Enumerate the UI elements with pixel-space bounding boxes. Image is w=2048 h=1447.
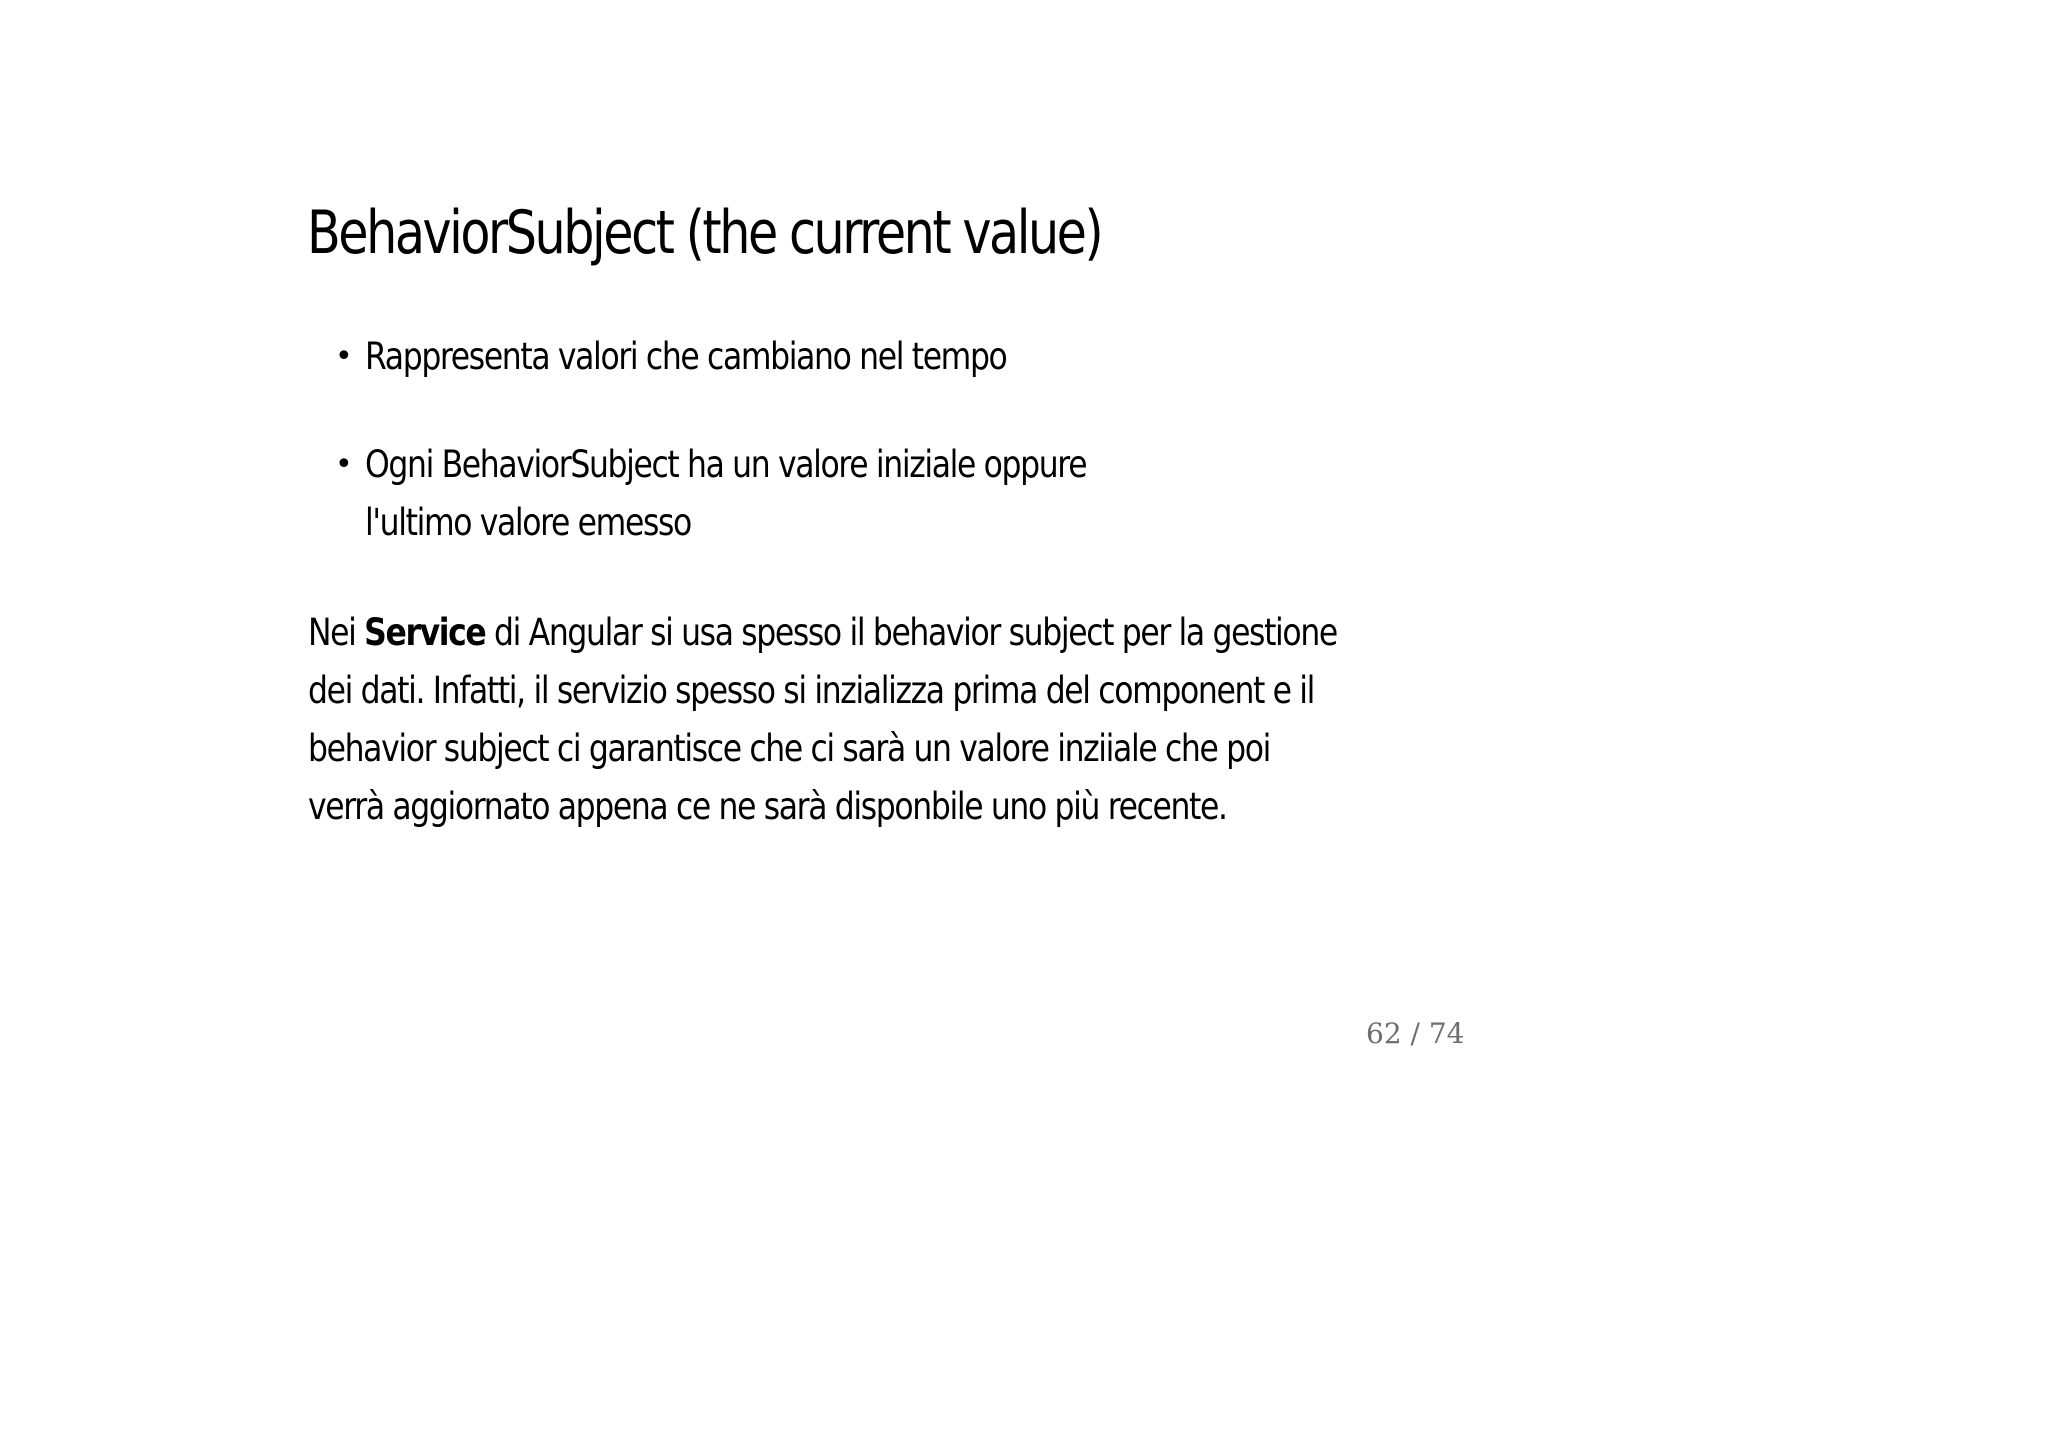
body-paragraph [308,604,1337,836]
paragraph-text: di Angular si usa spesso il behavior subject per la gestione [485,611,1337,654]
paragraph-text: Nei [308,611,365,654]
bullet-item [336,328,1366,386]
paragraph-line: verrà aggiornato appena ce ne sarà disponbile uno più recente. [308,785,1227,828]
page-number: 62 / 74 [1366,1017,1465,1050]
bullet-dot-icon: • [335,339,352,374]
bullet-dot-icon: • [335,447,352,482]
bullet-text: Ogni BehaviorSubject ha un valore iniziale oppure l'ultimo valore emesso [365,443,1087,544]
bullet-item [336,436,1366,552]
paragraph-line [308,604,1337,662]
bullet-list [336,328,1366,602]
paragraph-line: behavior subject ci garantisce che ci sarà un valore inziiale che poi [308,727,1270,770]
paragraph-line: dei dati. Infatti, il servizio spesso si inzializza prima del component e il [308,669,1315,712]
slide-title: BehaviorSubject (the current value) [307,198,1102,268]
bullet-text: Rappresenta valori che cambiano nel tempo [365,335,1007,378]
service-keyword: Service [364,611,486,654]
